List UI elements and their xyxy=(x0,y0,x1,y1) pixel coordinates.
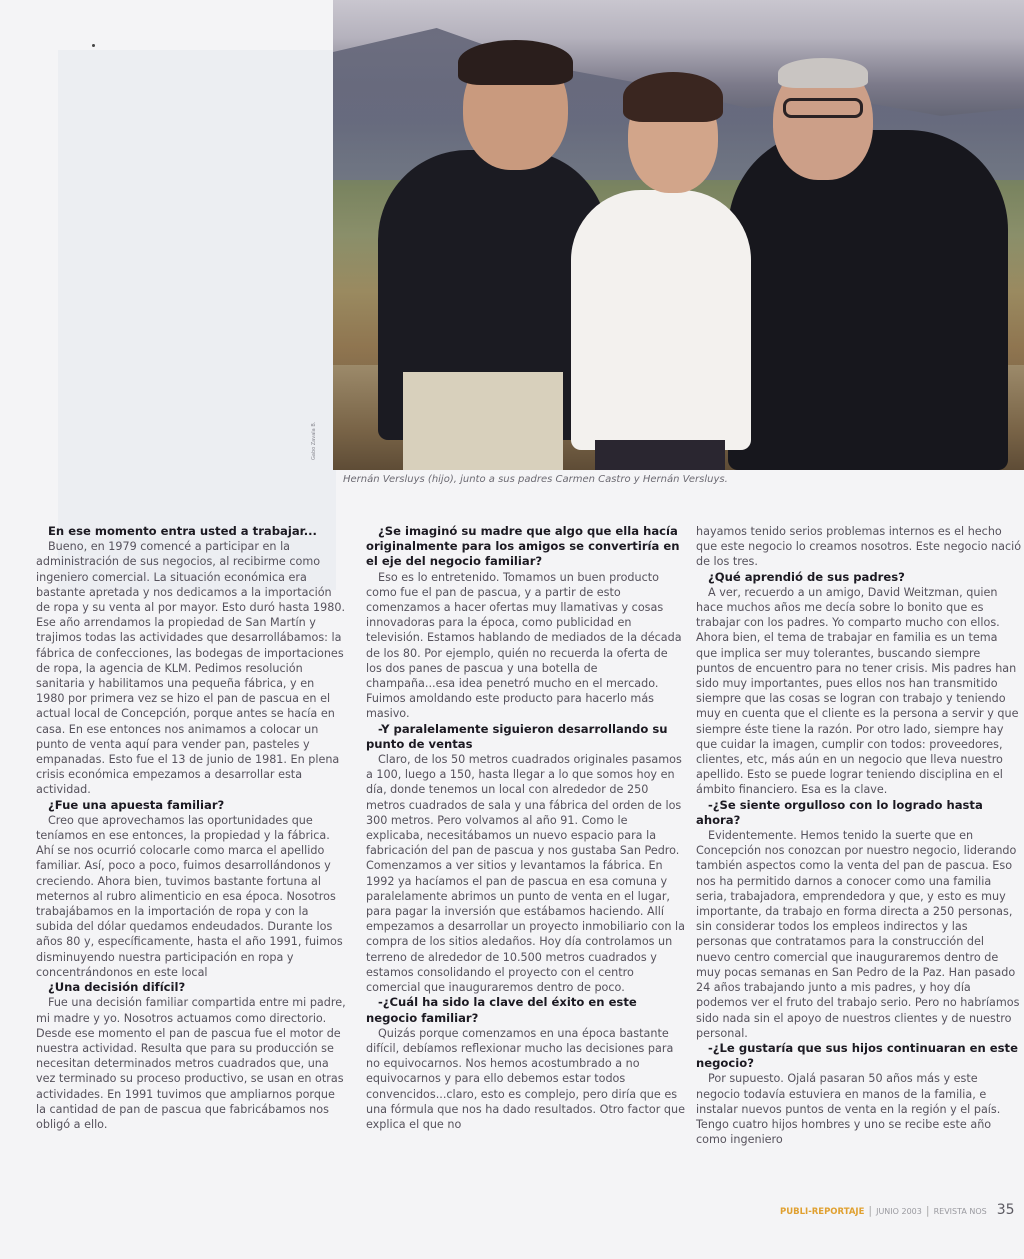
interview-answer: Bueno, en 1979 comencé a participar en la administración de sus negocios, al recibirme como ingeniero comercial. La situación económica era bastante apretada y nos dedicamos a la importación de ropa y su venta al por mayor. Esto duró hasta 1980. Ese año arrendamos la propiedad de San Martín y trajimos todas las actividades que desarrollábamos: la fábrica de confecciones, las bodegas de importaciones de ropa, la agencia de KLM. Pedimos resolución sanitaria y habilitamos una pequeña fábrica, y en 1980 por primera vez se hizo el pan de pascua en el actual local de Concepción, porque antes se hacía en casa. En ese entonces nos animamos a colocar un punto de venta aquí para vender pan, pasteles y empanadas. Esto fue el 13 de junio de 1981. En plena crisis económica empezamos a desarrollar esta actividad. xyxy=(36,540,346,797)
background-panel xyxy=(58,50,336,590)
page-footer xyxy=(780,1202,1015,1218)
interview-answer: Evidentemente. Hemos tenido la suerte que en Concepción nos conozcan por nuestro negocio, liderando también aspectos como la venta del pan de pascua. Eso nos ha permitido darnos a conocer como una familia seria, trabajadora, emprendedora y que, y esto es muy importante, da trabajo en forma directa a 250 personas, sin considerar todos los empleos indirectos y las personas que contratamos para la construcción del nuevo centro comercial que inauguraremos dentro de muy pocas semanas en San Pedro de la Paz. Han pasado 24 años trabajando junto a mis padres, y hoy día podemos ver el fruto del trabajo serio. Pero no habríamos sido nada sin el apoyo de nuestros clientes y de nuestro personal. xyxy=(696,829,1020,1040)
father-glasses xyxy=(783,98,863,118)
interview-answer: Claro, de los 50 metros cuadrados originales pasamos a 100, luego a 150, hasta llegar a lo que somos hoy en día, donde tenemos un local con alrededor de 250 metros cuadrados de sala y una fábrica del orden de los 300 metros. Pero volvamos al año 91. Como le explicaba, necesitábamos un nuevo espacio para la fabricación del pan de pascua y nos gustaba San Pedro. Comenzamos a ver sitios y levantamos la fábrica. En 1992 ya hacíamos el pan de pascua en esa comuna y paralelamente abrimos un punto de venta en el lugar, para pagar la inversión que estábamos haciendo. Allí empezamos a desarrollar un proyecto inmobiliario con la compra de los sitios aledaños. Hoy día controlamos un terreno de alrededor de 10.500 metros cuadrados y estamos consolidando el proyecto con el centro comercial que inauguraremos dentro de poco. xyxy=(366,753,685,995)
interview-question: ¿Fue una apuesta familiar? xyxy=(48,797,225,812)
print-speck xyxy=(92,44,95,47)
interview-answer: Quizás porque comenzamos en una época bastante difícil, debíamos reflexionar mucho las decisiones para no equivocarnos. Nos hemos acostumbrado a no equivocarnos y para ello debemos estar todos convencidos...claro, esto es complejo, pero diría que es una fórmula que nos ha dado resultados. Otro factor que explica el que no xyxy=(366,1026,685,1131)
interview-answer: Eso es lo entretenido. Tomamos un buen producto como fue el pan de pascua, y a partir de esto comenzamos a hacer ofertas muy llamativas y cosas innovadoras para la época, como publicidad en televisión. Estamos hablando de mediados de la década de los 80. Por ejemplo, quién no recuerda la oferta de los dos panes de pascua y una botella de champaña...esa idea penetró mucho en el mercado. Fuimos amoldando este producto para hacerlo más masivo. xyxy=(366,570,682,721)
interview-answer: Por supuesto. Ojalá pasaran 50 años más y este negocio todavía estuviera en manos de la familia, e instalar nuevos puntos de venta en la región y el país. Tengo cuatro hijos hombres y uno se recibe este año como ingeniero xyxy=(696,1072,1001,1147)
father-figure xyxy=(728,130,1008,470)
footer-divider: | xyxy=(868,1204,873,1217)
answer-continuation: hayamos tenido serios problemas internos es el hecho que este negocio lo creamos nosotros. Este negocio nació de los tres. xyxy=(696,525,1022,569)
son-pants xyxy=(403,372,563,470)
interview-question: -¿Cuál ha sido la clave del éxito en este negocio familiar? xyxy=(366,995,637,1025)
interview-question: -¿Le gustaría que sus hijos continuaran en este negocio? xyxy=(696,1040,1018,1071)
article-column-1 xyxy=(36,524,346,1132)
footer-date: JUNIO 2003 xyxy=(876,1207,922,1216)
footer-magazine: REVISTA NOS xyxy=(933,1207,987,1216)
mother-pants xyxy=(595,440,725,470)
interview-question: -Y paralelamente siguieron desarrollando su punto de ventas xyxy=(366,721,668,751)
article-column-3 xyxy=(696,524,1022,1147)
interview-question: -¿Se siente orgulloso con lo logrado hasta ahora? xyxy=(696,797,983,827)
interview-answer: Fue una decisión familiar compartida entre mi padre, mi madre y yo. Nosotros actuamos como directorio. Desde ese momento el pan de pascua fue el motor de nuestra actividad. Resulta que para su producción se necesitan determinados metros cuadrados que, una vez terminado su proceso productivo, se usan en otras actividades. En 1991 tuvimos que ampliarnos porque la cantidad de pan de pascua que fabricábamos nos obligó a ello. xyxy=(36,996,346,1131)
family-photo xyxy=(333,0,1024,470)
father-hair xyxy=(778,58,868,88)
photo-credit: Gabo Zavala B. xyxy=(311,421,317,460)
interview-question: ¿Una decisión difícil? xyxy=(48,980,186,995)
article-column-2 xyxy=(366,524,686,1132)
interview-answer: Creo que aprovechamos las oportunidades que teníamos en ese entonces, la propiedad y la fábrica. Ahí se nos ocurrió colocarle como marca el apellido familiar. Así, poco a poco, fuimos desarrollándonos y creciendo. Ahora bien, tuvimos bastante fortuna al meternos al rubro alimenticio en esa época. Nosotros trabajábamos en la importación de ropa y con la subida del dólar quedamos endeudados. Durante los años 80 y, específicamente, hasta el año 1991, fuimos disminuyendo nuestra participación en ropa y concentrándonos en este local xyxy=(36,813,343,979)
footer-divider: | xyxy=(925,1204,930,1217)
mother-hair xyxy=(623,72,723,122)
footer-section: PUBLI-REPORTAJE xyxy=(780,1207,865,1217)
interview-question: ¿Se imaginó su madre que algo que ella hacía originalmente para los amigos se convertiría en el eje del negocio familiar? xyxy=(366,524,680,569)
page-number: 35 xyxy=(996,1202,1015,1218)
interview-question: ¿Qué aprendió de sus padres? xyxy=(708,569,905,584)
mother-figure xyxy=(571,190,751,450)
photo-caption: Hernán Versluys (hijo), junto a sus padres Carmen Castro y Hernán Versluys. xyxy=(343,474,728,485)
interview-question: En ese momento entra usted a trabajar... xyxy=(48,524,317,538)
interview-answer: A ver, recuerdo a un amigo, David Weitzman, quien hace muchos años me decía sobre lo bonito que es trabajar con los padres. Yo comparto mucho con ellos. Ahora bien, el tema de trabajar en familia es un tema que implica ser muy tolerantes, buscando siempre puntos de encuentro para no tener crisis. Mis padres han sido muy importantes, pues ellos nos han transmitido siempre que las cosas se logran con trabajo y teniendo muy en cuenta que el cliente es la persona a servir y que siempre éste tiene la razón. Por otro lado, siempre hay que cuidar la imagen, cumplir con todos: proveedores, clientes, etc, más aún en un negocio que lleva nuestro apellido. Esto se puede lograr teniendo disciplina en el ámbito financiero. Esa es la clave. xyxy=(696,585,1019,797)
son-hair xyxy=(458,40,573,85)
